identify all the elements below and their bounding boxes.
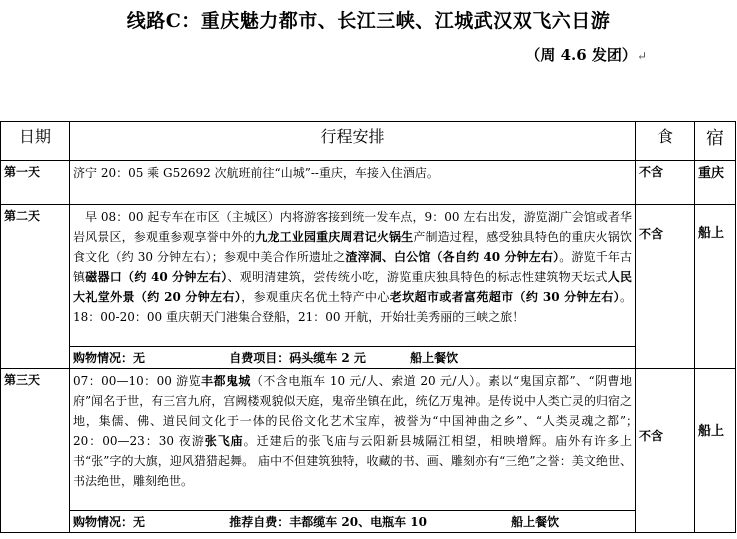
day-stay — [695, 205, 736, 369]
header-itinerary: 行程安排 — [70, 122, 636, 161]
day-itinerary — [70, 161, 636, 205]
day-2-extras — [70, 347, 636, 369]
highlight-text: 老坎超市或者富苑超市（约 30 分钟左右） — [389, 290, 620, 304]
highlight-text: 张飞庙 — [204, 434, 244, 448]
day-label: 第一天 — [1, 161, 70, 205]
day-2-extras-row — [1, 347, 736, 369]
day-meal-text: 不含 — [639, 429, 664, 443]
day-3-extras-row — [1, 511, 736, 533]
day-meal-text: 不含 — [639, 227, 664, 241]
day-stay-text: 船上 — [698, 226, 725, 241]
header-row — [1, 122, 736, 161]
boat-meal: 船上餐饮 — [410, 351, 459, 365]
header-stay: 宿 — [695, 122, 736, 161]
day-meal — [636, 369, 695, 533]
day-label: 第二天 — [1, 205, 70, 369]
itinerary-table — [0, 121, 736, 533]
paragraph-mark-icon: ↵ — [636, 49, 647, 63]
departure-note — [525, 44, 647, 65]
page-title: 线路C：重庆魅力都市、长江三峡、江城武汉双飞六日游 — [126, 10, 611, 32]
itinerary-text: （不含电瓶车 10 元/人、索道 20 元/人）。素以“鬼国京都”、“阴曹地府”闻名于世，有三宫九府，宫阙楼观貌似天庭，鬼帝坐镇在此，统亿万鬼神。是传说中人类亡灵的归宿之地，集儒、佛、道民间文化于一体的民俗文化艺术宝库，被誉为“中国神曲之乡”、“人类灵魂之都”； 20：00—23：30 夜游 — [73, 374, 645, 448]
itinerary-text: 07：00—10：00 游览 — [73, 374, 202, 388]
itinerary-text: 、观明清建筑，尝传统小吃，游览重庆独具特色的标志性建筑物天坛式 — [227, 270, 608, 284]
itinerary-text: 。18：00-20：00 重庆朝天门港集合登船，21：00 开航，开始壮美秀丽的三峡之旅！ — [73, 290, 632, 324]
day-3-extras — [70, 511, 636, 533]
day-row-1 — [1, 161, 736, 205]
day-label: 第三天 — [1, 369, 70, 533]
highlight-text: 九龙工业园重庆周君记火锅生 — [255, 230, 414, 244]
day-row-2 — [1, 205, 736, 347]
optional-costs: 推荐自费：丰都缆车 20、电瓶车 10 — [229, 515, 427, 529]
itinerary-text: ，参观重庆名优土特产中心 — [241, 290, 390, 304]
highlight-text: 磁器口（约 40 分钟左右） — [85, 270, 228, 284]
itinerary-text: 。游览千年古镇 — [73, 250, 632, 284]
departure-note-text: （周 4.6 发团） — [525, 46, 637, 64]
header-date: 日期 — [1, 122, 70, 161]
day-meal — [636, 205, 695, 369]
day-stay — [695, 369, 736, 533]
itinerary-text: 产制造过程，感受独具特色的重庆火锅饮食文化（约 30 分钟左右）；参观中美合作所遗址之 — [73, 230, 632, 264]
highlight-text: 丰都鬼城 — [201, 374, 251, 388]
day-itinerary — [70, 369, 645, 511]
itinerary-text: 。迁建后的张飞庙与云阳新县城隔江相望，相映增辉。庙外有许多上书“张”字的大旗，迎风猎猎起舞。 庙中不但建筑独特，收藏的书、画、雕刻亦有“三绝”之誉：美文绝世、书法绝世，雕刻绝世。 — [73, 434, 632, 488]
day-stay: 重庆 — [695, 161, 736, 205]
day-meal: 不含 — [636, 161, 695, 205]
day-stay-text: 船上 — [698, 424, 725, 439]
itinerary-text: 早 08：00 起专车在市区（主城区）内将游客接到统一发车点，9：00 左右出发，游览湖广会馆或者华岩风景区，参观重参观享誉中外的 — [73, 210, 632, 244]
highlight-text: 渣滓洞、白公馆（各自约 40 分钟左右） — [345, 250, 560, 264]
day-row-3 — [1, 369, 736, 511]
highlight-text: 人民大礼堂外景（约 20 分钟左右） — [73, 270, 632, 304]
itinerary-text: 济宁 20：05 乘 G52692 次航班前往“山城”--重庆，车接入住酒店。 — [73, 166, 439, 180]
shopping-info: 购物情况：无 — [73, 515, 146, 529]
optional-costs: 自费项目：码头缆车 2 元 — [229, 351, 366, 365]
day-itinerary — [70, 205, 636, 347]
shopping-info: 购物情况：无 — [73, 351, 146, 365]
header-meal: 食 — [636, 122, 695, 161]
boat-meal: 船上餐饮 — [511, 515, 560, 529]
